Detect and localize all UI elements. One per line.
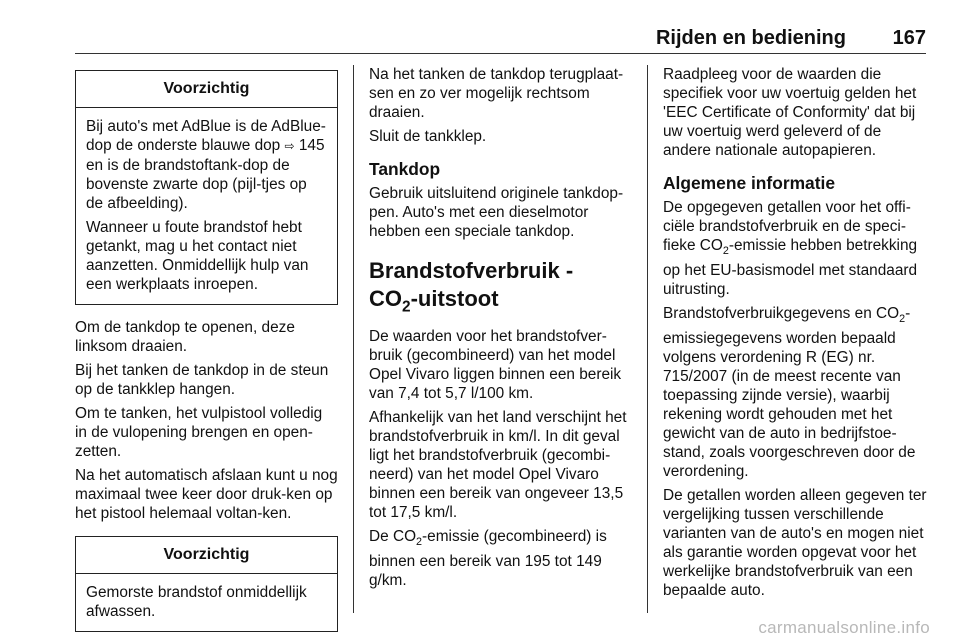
subheading-tankdop: Tankdop xyxy=(369,159,441,179)
subheading-general-information: Algemene informatie xyxy=(663,173,836,193)
paragraph: Afhankelijk van het land verschijnt het brandstofverbruik in km/l. In dit geval ligt het brandstofverbruik (gecombi-neerd) van het model Opel Vivaro binnen een bereik van ongeveer 13,5 tot 17,5 km/l. xyxy=(369,409,627,522)
paragraph: Gebruik uitsluitend originele tankdop-pen. Auto's met een dieselmotor hebben een speciale tankdop. xyxy=(369,185,624,240)
watermark: carmanualsonline.info xyxy=(758,618,930,637)
header-rule xyxy=(75,53,926,54)
caution-body xyxy=(76,108,337,304)
column-divider-left xyxy=(353,65,354,613)
caution-body xyxy=(76,574,337,631)
caution-paragraph: Bij auto's met AdBlue is de AdBlue-dop de onderste blauwe dop ⇨ 145 en is de brandstoftank-dop de bovenste zwarte dop (pijl-tjes op de afbeelding). xyxy=(86,118,326,212)
column-middle xyxy=(369,65,634,595)
paragraph: Bij het tanken de tankdop in de steun op de tankklep hangen. xyxy=(75,362,329,398)
caution-title: Voorzichtig xyxy=(76,71,337,108)
paragraph: Brandstofverbruikgegevens en $CO_2$-emissiegegevens worden bepaald volgens verordening R (EG) nr. 715/2007 (in de meest recente van toepassing zijnde versie), waarbij rekening wordt gehouden met het gewicht van de auto in bedrijfstoe-stand, zoals voorgeschreven door de verordening. xyxy=(663,305,916,481)
caution-box-spilled-fuel xyxy=(75,536,338,632)
heading-fuel-consumption: Brandstofverbruik - $CO_2$-uitstoot xyxy=(369,258,574,316)
paragraph: De opgegeven getallen voor het offi-ciële brandstofverbruik en de speci-fieke $CO_2$-emissie hebben betrekking op het EU-basismodel met standaard uitrusting. xyxy=(663,199,918,299)
paragraph: Raadpleeg voor de waarden die specifiek voor uw voertuig gelden het 'EEC Certificate of Conformity' dat bij uw voertuig werd geleverd of de andere nationale autopapieren. xyxy=(663,66,917,159)
caution-title: Voorzichtig xyxy=(76,537,337,574)
column-right xyxy=(663,65,927,605)
paragraph: Sluit de tankklep. xyxy=(369,128,487,145)
column-left xyxy=(75,70,338,632)
paragraph: De waarden voor het brandstofver-bruik (gecombineerd) van het model Opel Vivaro liggen binnen een bereik van 7,4 tot 5,7 l/100 km. xyxy=(369,328,622,403)
column-divider-right xyxy=(647,65,648,613)
page-reference-arrow-icon[interactable]: ⇨ xyxy=(284,139,295,153)
paragraph: Na het automatisch afslaan kunt u nog maximaal twee keer door druk-ken op het pistool helemaal voltan-ken. xyxy=(75,467,338,522)
paragraph: Om te tanken, het vulpistool volledig in de vulopening brengen en open-zetten. xyxy=(75,405,323,460)
caution-paragraph: Gemorste brandstof onmiddellijk afwassen. xyxy=(86,584,307,620)
caution-paragraph: Wanneer u foute brandstof hebt getankt, mag u het contact niet aanzetten. Onmiddellijk hulp van een werkplaats inroepen. xyxy=(86,219,309,293)
paragraph: De getallen worden alleen gegeven ter vergelijking tussen verschillende varianten van de auto's en mogen niet als garantie worden opgevat voor het werkelijke brandstofverbruik van een bepaalde auto. xyxy=(663,487,927,600)
caution-box-adblue xyxy=(75,70,338,305)
section-title: Rijden en bediening xyxy=(655,27,846,49)
paragraph: Na het tanken de tankdop terugplaat-sen en zo ver mogelijk rechtsom draaien. xyxy=(369,66,624,121)
paragraph: Om de tankdop te openen, deze linksom draaien. xyxy=(75,319,295,355)
paragraph: De $CO_2$-emissie (gecombineerd) is binnen een bereik van 195 tot 149 g/km. xyxy=(369,528,607,590)
page-number: 167 xyxy=(892,27,926,49)
